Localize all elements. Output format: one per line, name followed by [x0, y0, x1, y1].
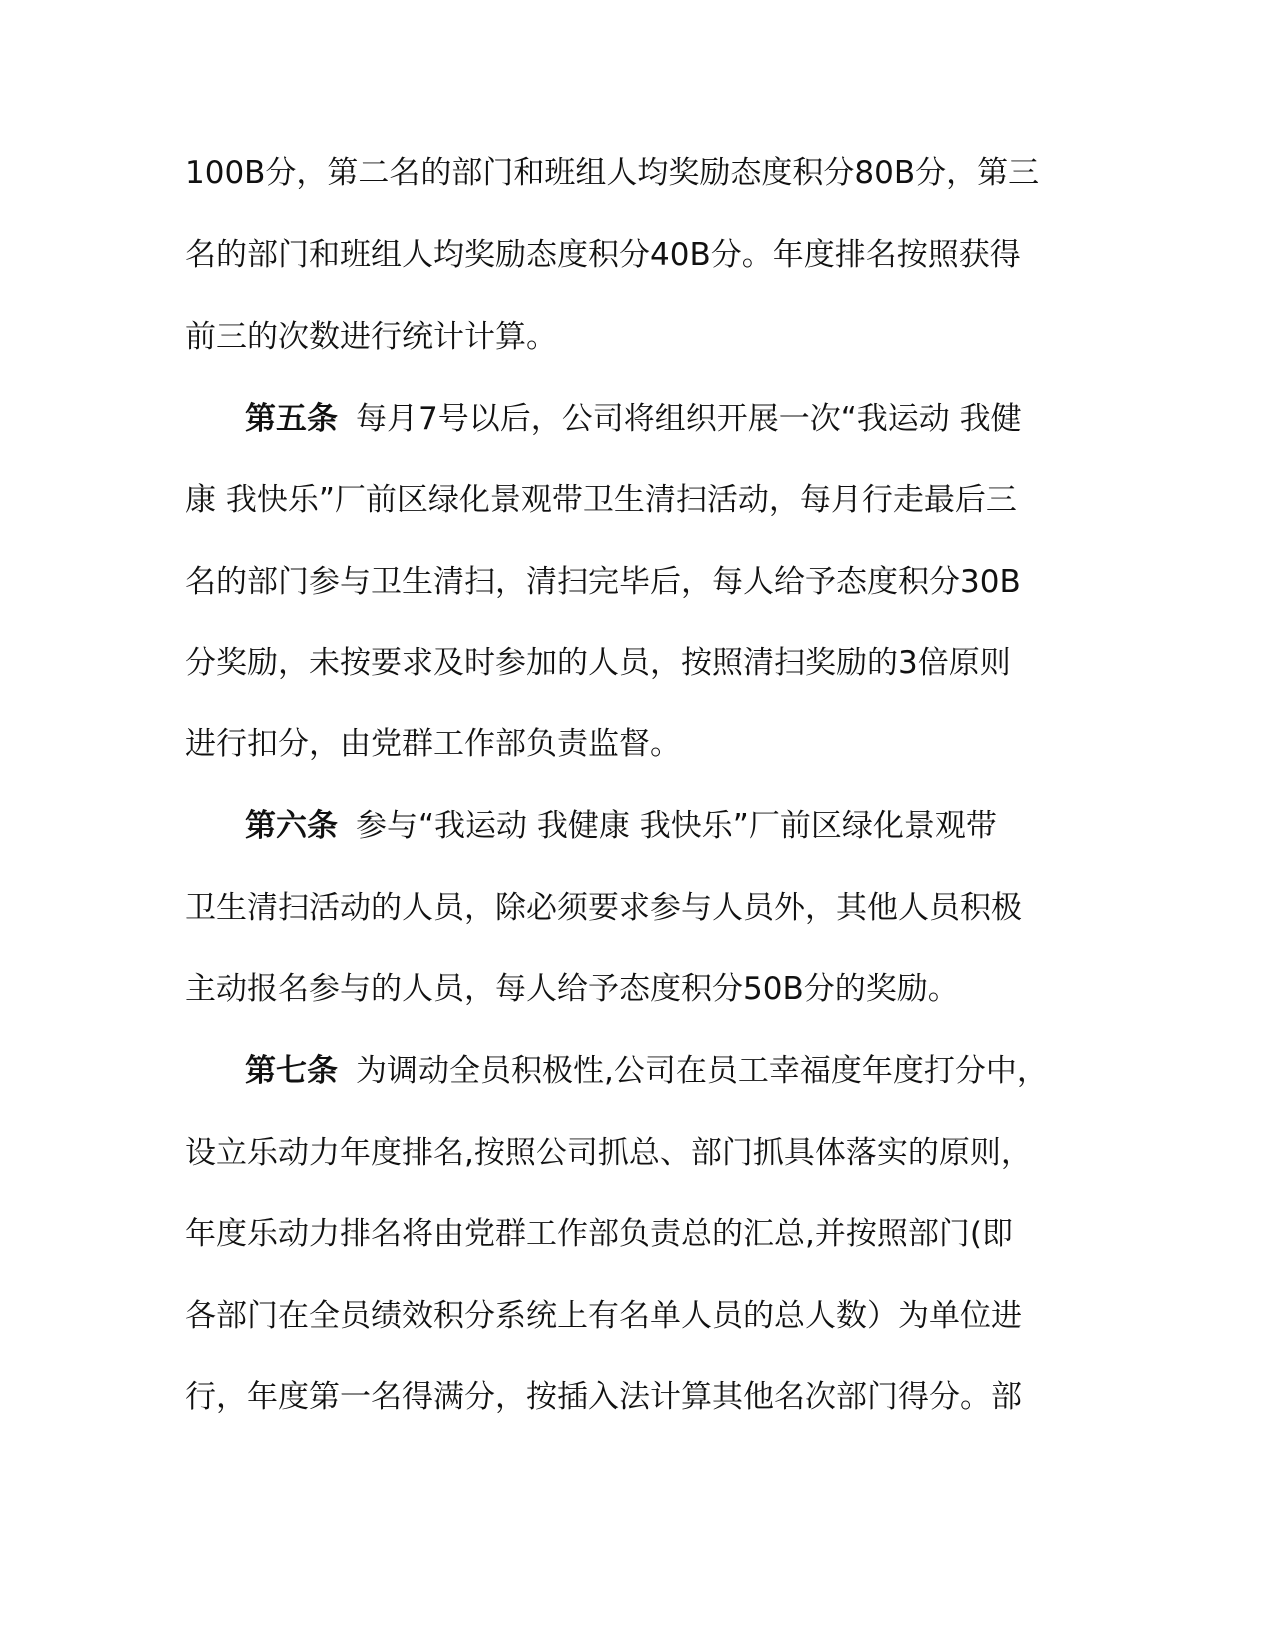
- body-line: [185, 480, 1085, 520]
- line-text: 每月7号以后，公司将组织开展一次“我运动 我健: [356, 401, 1022, 437]
- body-line: [185, 643, 1085, 683]
- body-line: [185, 153, 1085, 193]
- body-line: [185, 562, 1085, 602]
- article-heading: 第五条: [245, 401, 338, 437]
- line-text: 主动报名参与的人员，每人给予态度积分50B分的奖励。: [185, 971, 959, 1007]
- line-text: 100B分，第二名的部门和班组人均奖励态度积分80B分，第三: [185, 155, 1040, 191]
- line-text: 参与“我运动 我健康 我快乐”厂前区绿化景观带: [356, 808, 997, 844]
- body-line: [185, 1377, 1085, 1417]
- line-text: 行，年度第一名得满分，按插入法计算其他名次部门得分。部: [185, 1379, 1022, 1415]
- body-line: [185, 969, 1085, 1009]
- article-5-first-line: [245, 399, 1145, 439]
- body-line: [185, 1214, 1085, 1254]
- body-line: [185, 235, 1085, 275]
- line-text: 名的部门参与卫生清扫，清扫完毕后，每人给予态度积分30B: [185, 564, 1021, 600]
- line-text: 分奖励，未按要求及时参加的人员，按照清扫奖励的3倍原则: [185, 645, 1011, 681]
- line-text: 康 我快乐”厂前区绿化景观带卫生清扫活动，每月行走最后三: [185, 482, 1017, 518]
- line-text: 设立乐动力年度排名,按照公司抓总、部门抓具体落实的原则，: [185, 1135, 1032, 1171]
- article-6-first-line: [245, 806, 1145, 846]
- line-text: 进行扣分，由党群工作部负责监督。: [185, 726, 681, 762]
- article-7-first-line: [245, 1051, 1145, 1091]
- line-text: 卫生清扫活动的人员，除必须要求参与人员外，其他人员积极: [185, 890, 1022, 926]
- body-line: [185, 1296, 1085, 1336]
- article-heading: 第六条: [245, 808, 338, 844]
- body-line: [185, 888, 1085, 928]
- body-line: [185, 724, 1085, 764]
- line-text: 名的部门和班组人均奖励态度积分40B分。年度排名按照获得: [185, 237, 1021, 273]
- body-line: [185, 1133, 1085, 1173]
- body-line: [185, 317, 1085, 357]
- article-heading: 第七条: [245, 1053, 338, 1089]
- line-text: 前三的次数进行统计计算。: [185, 319, 557, 355]
- line-text: 各部门在全员绩效积分系统上有名单人员的总人数）为单位进: [185, 1298, 1022, 1334]
- line-text: 为调动全员积极性,公司在员工幸福度年度打分中，: [356, 1053, 1048, 1089]
- line-text: 年度乐动力排名将由党群工作部负责总的汇总,并按照部门(即: [185, 1216, 1013, 1252]
